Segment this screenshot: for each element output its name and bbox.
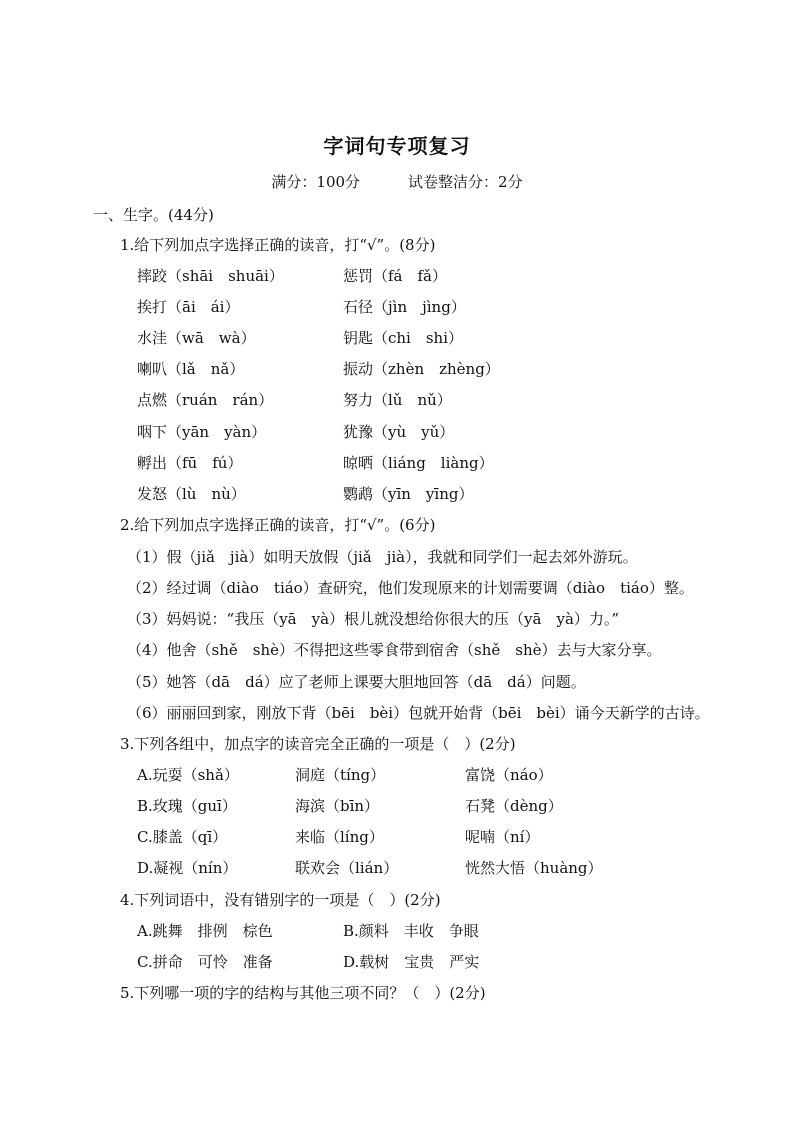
q1-item: 水洼（wā wà）	[137, 329, 256, 347]
q1-item: 摔跤（shāi shuāi）	[137, 267, 284, 285]
q1-item: 挨打（āi ái）	[137, 298, 240, 316]
score-line	[0, 171, 794, 192]
question-3-prompt: 3.下列各组中，加点字的读音完全正确的一项是（ ）(2分)	[120, 735, 516, 753]
q2-item: （2）经过调（diào tiáo）查研究，他们发现原来的计划需要调（diào tiáo）整。	[127, 579, 694, 597]
q1-item: 鹦鹉（yīn yīng）	[343, 485, 474, 503]
q1-item: 钥匙（chi shi）	[343, 329, 464, 347]
q1-item: 振动（zhèn zhèng）	[343, 360, 500, 378]
q1-item: 发怒（lù nù）	[137, 485, 246, 503]
q1-item: 努力（lǔ nǔ）	[343, 391, 452, 409]
q3-option: D.凝视（nín）	[137, 859, 238, 877]
q4-option: D.载树 宝贵 严实	[343, 953, 480, 971]
q1-item: 晾晒（liáng liàng）	[343, 454, 494, 472]
q3-option: C.膝盖（qī）	[137, 828, 228, 846]
q1-item: 点燃（ruán rán）	[137, 391, 274, 409]
question-5-prompt: 5.下列哪一项的字的结构与其他三项不同？（ ）(2分)	[120, 984, 486, 1002]
neatness-score: 试卷整洁分：2分	[408, 173, 523, 191]
q3-option: A.玩耍（shǎ）	[137, 766, 239, 784]
page-title: 字词句专项复习	[323, 134, 471, 158]
question-1-prompt: 1.给下列加点字选择正确的读音，打“√”。(8分)	[120, 236, 436, 254]
q3-option: 海滨（bīn）	[295, 797, 380, 815]
full-score: 满分：100分	[271, 173, 361, 191]
q2-item: （3）妈妈说：“我压（yā yà）根儿就没想给你很大的压（yā yà）力。”	[127, 610, 620, 628]
q3-option: 石凳（dèng）	[465, 797, 563, 815]
q3-option: 呢喃（ní）	[465, 828, 540, 846]
q2-item: （4）他舍（shě shè）不得把这些零食带到宿舍（shě shè）去与大家分享。	[127, 641, 662, 659]
q1-item: 犹豫（yù yǔ）	[343, 423, 455, 441]
q3-option: 富饶（náo）	[465, 766, 553, 784]
q4-option: A.跳舞 排例 棕色	[137, 922, 273, 940]
q2-item: （6）丽丽回到家，刚放下背（bēi bèi）包就开始背（bēi bèi）诵今天新学的古诗。	[127, 704, 710, 722]
q4-option: C.拼命 可怜 准备	[137, 953, 273, 971]
q4-option: B.颜料 丰收 争眼	[343, 922, 479, 940]
q1-item: 喇叭（lǎ nǎ）	[137, 360, 245, 378]
q2-item: （5）她答（dā dá）应了老师上课要大胆地回答（dā dá）问题。	[127, 673, 586, 691]
q2-item: （1）假（jiǎ jià）如明天放假（jiǎ jià），我就和同学们一起去郊外游玩。	[127, 548, 638, 566]
q3-option: B.玫瑰（guī）	[137, 797, 237, 815]
q1-item: 咽下（yān yàn）	[137, 423, 267, 441]
q3-option: 洞庭（tíng）	[295, 766, 386, 784]
q1-item: 石径（jìn jìng）	[343, 298, 466, 316]
q3-option: 来临（líng）	[295, 828, 384, 846]
section-heading: 一、生字。(44分)	[93, 206, 214, 224]
question-4-prompt: 4.下列词语中，没有错别字的一项是（ ）(2分)	[120, 891, 441, 909]
q3-option: 联欢会（lián）	[295, 859, 399, 877]
question-2-prompt: 2.给下列加点字选择正确的读音，打“√”。(6分)	[120, 516, 436, 534]
q1-item: 孵出（fū fú）	[137, 454, 243, 472]
q1-item: 惩罚（fá fǎ）	[343, 267, 447, 285]
q3-option: 恍然大悟（huàng）	[465, 859, 603, 877]
